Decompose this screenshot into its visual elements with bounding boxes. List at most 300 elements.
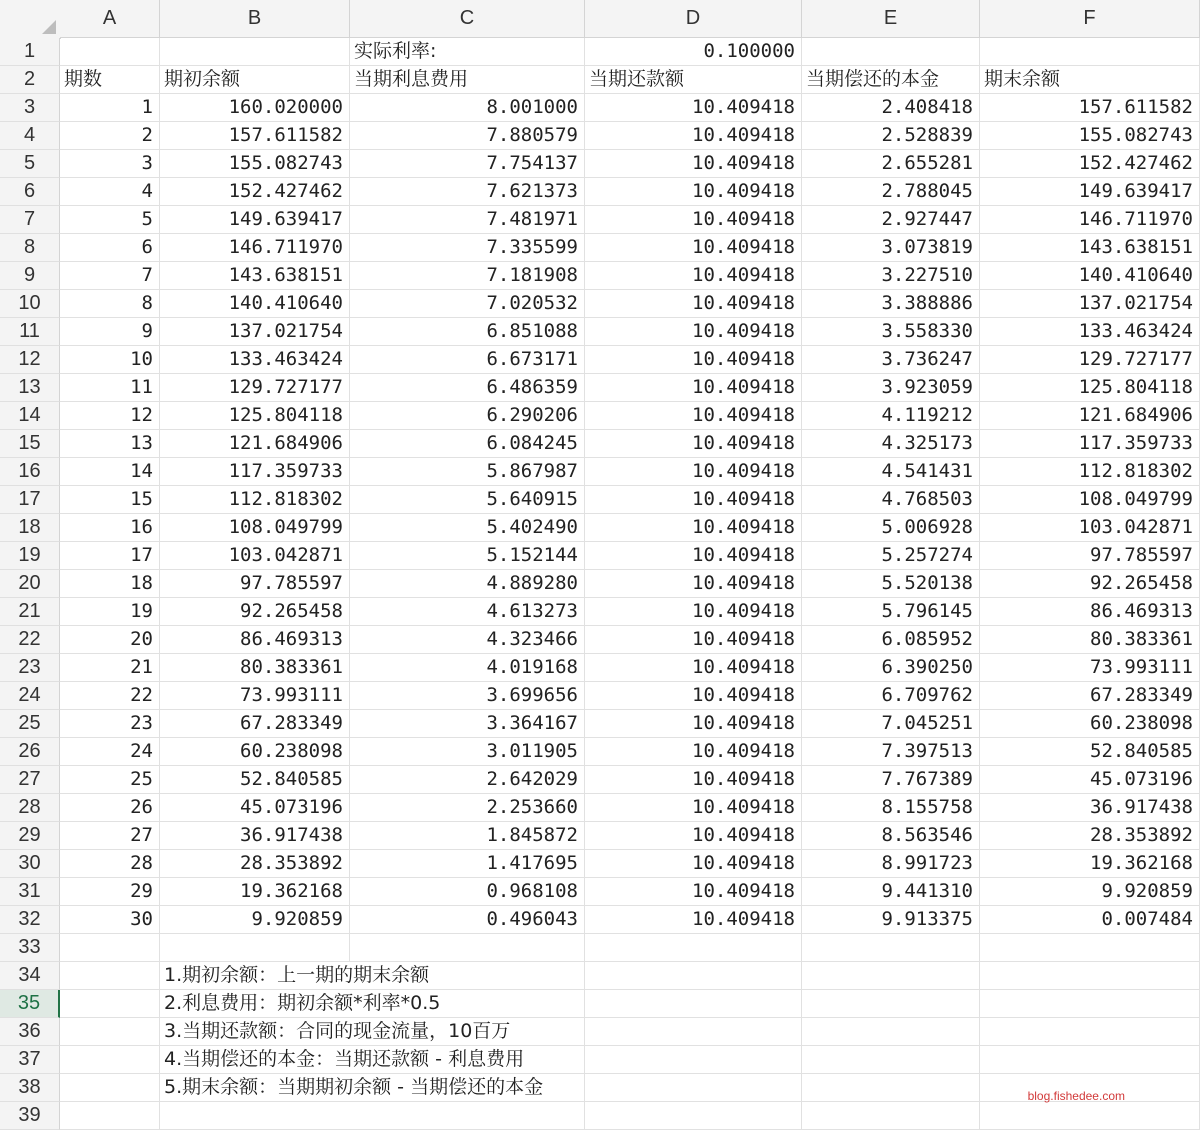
cell-e36[interactable] — [802, 1018, 980, 1046]
cell-c18[interactable]: 5.402490 — [350, 514, 585, 542]
cell-a17[interactable]: 15 — [60, 486, 160, 514]
row-header-35[interactable]: 35 — [0, 990, 60, 1018]
row-header-39[interactable]: 39 — [0, 1102, 60, 1130]
cell-a32[interactable]: 30 — [60, 906, 160, 934]
cell-a31[interactable]: 29 — [60, 878, 160, 906]
cell-d3[interactable]: 10.409418 — [585, 94, 802, 122]
row-header-37[interactable]: 37 — [0, 1046, 60, 1074]
cell-c39[interactable] — [350, 1102, 585, 1130]
cell-a29[interactable]: 27 — [60, 822, 160, 850]
table-row — [60, 290, 1200, 318]
cell-f37[interactable] — [980, 1046, 1200, 1074]
cell-e8[interactable]: 3.073819 — [802, 234, 980, 262]
cell-a23[interactable]: 21 — [60, 654, 160, 682]
cell-f12[interactable]: 129.727177 — [980, 346, 1200, 374]
cell-a34[interactable] — [60, 962, 160, 990]
cell-a11[interactable]: 9 — [60, 318, 160, 346]
cell-b33[interactable] — [160, 934, 350, 962]
cell-e6[interactable]: 2.788045 — [802, 178, 980, 206]
cell-c8[interactable]: 7.335599 — [350, 234, 585, 262]
cell-f39[interactable] — [980, 1102, 1200, 1130]
cell-a18[interactable]: 16 — [60, 514, 160, 542]
row-header-9[interactable]: 9 — [0, 262, 60, 290]
row-header-36[interactable]: 36 — [0, 1018, 60, 1046]
cell-d37[interactable] — [585, 1046, 802, 1074]
row-header-28[interactable]: 28 — [0, 794, 60, 822]
cell-b16[interactable]: 117.359733 — [160, 458, 350, 486]
row-header-15[interactable]: 15 — [0, 430, 60, 458]
cell-b29[interactable]: 36.917438 — [160, 822, 350, 850]
cell-f6[interactable]: 149.639417 — [980, 178, 1200, 206]
cell-e32[interactable]: 9.913375 — [802, 906, 980, 934]
cell-c13[interactable]: 6.486359 — [350, 374, 585, 402]
cell-d34[interactable] — [585, 962, 802, 990]
cell-b13[interactable]: 129.727177 — [160, 374, 350, 402]
table-row — [60, 850, 1200, 878]
row-header-25[interactable]: 25 — [0, 710, 60, 738]
row-header-14[interactable]: 14 — [0, 402, 60, 430]
cell-d39[interactable] — [585, 1102, 802, 1130]
cell-a30[interactable]: 28 — [60, 850, 160, 878]
cell-e31[interactable]: 9.441310 — [802, 878, 980, 906]
cell-f24[interactable]: 67.283349 — [980, 682, 1200, 710]
cell-d21[interactable]: 10.409418 — [585, 598, 802, 626]
row-header-21[interactable]: 21 — [0, 598, 60, 626]
cell-e25[interactable]: 7.045251 — [802, 710, 980, 738]
table-row — [60, 906, 1200, 934]
cell-b31[interactable]: 19.362168 — [160, 878, 350, 906]
cell-c12[interactable]: 6.673171 — [350, 346, 585, 374]
cell-e14[interactable]: 4.119212 — [802, 402, 980, 430]
cell-c14[interactable]: 6.290206 — [350, 402, 585, 430]
cell-a9[interactable]: 7 — [60, 262, 160, 290]
cell-b9[interactable]: 143.638151 — [160, 262, 350, 290]
cell-b10[interactable]: 140.410640 — [160, 290, 350, 318]
cell-e37[interactable] — [802, 1046, 980, 1074]
cell-d19[interactable]: 10.409418 — [585, 542, 802, 570]
cell-c10[interactable]: 7.020532 — [350, 290, 585, 318]
row-header-8[interactable]: 8 — [0, 234, 60, 262]
row-header-16[interactable]: 16 — [0, 458, 60, 486]
cell-c30[interactable]: 1.417695 — [350, 850, 585, 878]
row-header-34[interactable]: 34 — [0, 962, 60, 990]
cell-e16[interactable]: 4.541431 — [802, 458, 980, 486]
cell-a20[interactable]: 18 — [60, 570, 160, 598]
row-header-26[interactable]: 26 — [0, 738, 60, 766]
table-row — [60, 1018, 1200, 1046]
column-header-b[interactable]: B — [160, 0, 350, 38]
cell-b20[interactable]: 97.785597 — [160, 570, 350, 598]
cell-b3[interactable]: 160.020000 — [160, 94, 350, 122]
cell-d11[interactable]: 10.409418 — [585, 318, 802, 346]
cell-a14[interactable]: 12 — [60, 402, 160, 430]
table-row — [60, 682, 1200, 710]
cell-c24[interactable]: 3.699656 — [350, 682, 585, 710]
row-header-4[interactable]: 4 — [0, 122, 60, 150]
cell-d27[interactable]: 10.409418 — [585, 766, 802, 794]
cell-f13[interactable]: 125.804118 — [980, 374, 1200, 402]
cell-d36[interactable] — [585, 1018, 802, 1046]
cell-b38[interactable]: 5.期末余额：当期期初余额 - 当期偿还的本金 — [160, 1074, 350, 1102]
cell-c23[interactable]: 4.019168 — [350, 654, 585, 682]
cell-b17[interactable]: 112.818302 — [160, 486, 350, 514]
cell-a24[interactable]: 22 — [60, 682, 160, 710]
cell-e18[interactable]: 5.006928 — [802, 514, 980, 542]
cell-d14[interactable]: 10.409418 — [585, 402, 802, 430]
cell-a27[interactable]: 25 — [60, 766, 160, 794]
row-header-33[interactable]: 33 — [0, 934, 60, 962]
cell-f14[interactable]: 121.684906 — [980, 402, 1200, 430]
cell-b12[interactable]: 133.463424 — [160, 346, 350, 374]
table-row — [60, 990, 1200, 1018]
cell-d6[interactable]: 10.409418 — [585, 178, 802, 206]
cell-b35[interactable]: 2.利息费用：期初余额*利率*0.5 — [160, 990, 350, 1018]
cell-f9[interactable]: 140.410640 — [980, 262, 1200, 290]
row-header-19[interactable]: 19 — [0, 542, 60, 570]
cell-c15[interactable]: 6.084245 — [350, 430, 585, 458]
cell-d2[interactable]: 当期还款额 — [585, 66, 802, 94]
cell-f2[interactable]: 期末余额 — [980, 66, 1200, 94]
cell-c22[interactable]: 4.323466 — [350, 626, 585, 654]
row-header-27[interactable]: 27 — [0, 766, 60, 794]
cell-d24[interactable]: 10.409418 — [585, 682, 802, 710]
cell-f33[interactable] — [980, 934, 1200, 962]
cell-b28[interactable]: 45.073196 — [160, 794, 350, 822]
cell-c25[interactable]: 3.364167 — [350, 710, 585, 738]
cell-f32[interactable]: 0.007484 — [980, 906, 1200, 934]
cell-c34[interactable] — [350, 962, 585, 990]
cell-f20[interactable]: 92.265458 — [980, 570, 1200, 598]
cell-d22[interactable]: 10.409418 — [585, 626, 802, 654]
row-header-24[interactable]: 24 — [0, 682, 60, 710]
cell-d20[interactable]: 10.409418 — [585, 570, 802, 598]
table-row — [60, 822, 1200, 850]
cell-b7[interactable]: 149.639417 — [160, 206, 350, 234]
cell-c36[interactable] — [350, 1018, 585, 1046]
cell-c29[interactable]: 1.845872 — [350, 822, 585, 850]
cell-d16[interactable]: 10.409418 — [585, 458, 802, 486]
cell-b30[interactable]: 28.353892 — [160, 850, 350, 878]
cell-a1[interactable] — [60, 38, 160, 66]
cell-f3[interactable]: 157.611582 — [980, 94, 1200, 122]
cell-b15[interactable]: 121.684906 — [160, 430, 350, 458]
table-row — [60, 234, 1200, 262]
cell-a36[interactable] — [60, 1018, 160, 1046]
row-header-6[interactable]: 6 — [0, 178, 60, 206]
cell-d28[interactable]: 10.409418 — [585, 794, 802, 822]
cell-e13[interactable]: 3.923059 — [802, 374, 980, 402]
cell-e39[interactable] — [802, 1102, 980, 1130]
cell-b14[interactable]: 125.804118 — [160, 402, 350, 430]
cell-c2[interactable]: 当期利息费用 — [350, 66, 585, 94]
column-header-d[interactable]: D — [585, 0, 802, 38]
cell-c21[interactable]: 4.613273 — [350, 598, 585, 626]
cell-c9[interactable]: 7.181908 — [350, 262, 585, 290]
cell-d25[interactable]: 10.409418 — [585, 710, 802, 738]
cell-b22[interactable]: 86.469313 — [160, 626, 350, 654]
row-header-20[interactable]: 20 — [0, 570, 60, 598]
cell-f29[interactable]: 28.353892 — [980, 822, 1200, 850]
cell-d38[interactable] — [585, 1074, 802, 1102]
row-header-11[interactable]: 11 — [0, 318, 60, 346]
cell-f27[interactable]: 45.073196 — [980, 766, 1200, 794]
cell-f30[interactable]: 19.362168 — [980, 850, 1200, 878]
cell-e26[interactable]: 7.397513 — [802, 738, 980, 766]
cell-d18[interactable]: 10.409418 — [585, 514, 802, 542]
column-header-c[interactable]: C — [350, 0, 585, 38]
cell-d4[interactable]: 10.409418 — [585, 122, 802, 150]
cell-a5[interactable]: 3 — [60, 150, 160, 178]
cell-c3[interactable]: 8.001000 — [350, 94, 585, 122]
cell-e5[interactable]: 2.655281 — [802, 150, 980, 178]
cell-c31[interactable]: 0.968108 — [350, 878, 585, 906]
cell-e29[interactable]: 8.563546 — [802, 822, 980, 850]
cell-a25[interactable]: 23 — [60, 710, 160, 738]
cell-b26[interactable]: 60.238098 — [160, 738, 350, 766]
row-header-3[interactable]: 3 — [0, 94, 60, 122]
cell-f4[interactable]: 155.082743 — [980, 122, 1200, 150]
cell-f11[interactable]: 133.463424 — [980, 318, 1200, 346]
cell-e33[interactable] — [802, 934, 980, 962]
cell-c17[interactable]: 5.640915 — [350, 486, 585, 514]
cell-a22[interactable]: 20 — [60, 626, 160, 654]
cell-e19[interactable]: 5.257274 — [802, 542, 980, 570]
cell-f21[interactable]: 86.469313 — [980, 598, 1200, 626]
cell-c5[interactable]: 7.754137 — [350, 150, 585, 178]
cell-f1[interactable] — [980, 38, 1200, 66]
cell-c11[interactable]: 6.851088 — [350, 318, 585, 346]
cell-c26[interactable]: 3.011905 — [350, 738, 585, 766]
row-header-38[interactable]: 38 — [0, 1074, 60, 1102]
cell-b19[interactable]: 103.042871 — [160, 542, 350, 570]
cell-b37[interactable]: 4.当期偿还的本金：当期还款额 - 利息费用 — [160, 1046, 350, 1074]
cell-f19[interactable]: 97.785597 — [980, 542, 1200, 570]
cell-b39[interactable] — [160, 1102, 350, 1130]
cell-e38[interactable] — [802, 1074, 980, 1102]
row-header-23[interactable]: 23 — [0, 654, 60, 682]
cell-f7[interactable]: 146.711970 — [980, 206, 1200, 234]
cell-e30[interactable]: 8.991723 — [802, 850, 980, 878]
row-header-22[interactable]: 22 — [0, 626, 60, 654]
cell-c7[interactable]: 7.481971 — [350, 206, 585, 234]
cell-f25[interactable]: 60.238098 — [980, 710, 1200, 738]
row-header-29[interactable]: 29 — [0, 822, 60, 850]
row-header-17[interactable]: 17 — [0, 486, 60, 514]
cell-c1[interactable]: 实际利率: — [350, 38, 585, 66]
cell-b5[interactable]: 155.082743 — [160, 150, 350, 178]
cell-f35[interactable] — [980, 990, 1200, 1018]
cell-a12[interactable]: 10 — [60, 346, 160, 374]
table-row — [60, 346, 1200, 374]
cell-f10[interactable]: 137.021754 — [980, 290, 1200, 318]
select-all-corner[interactable] — [0, 0, 61, 39]
cell-e34[interactable] — [802, 962, 980, 990]
cell-f5[interactable]: 152.427462 — [980, 150, 1200, 178]
cell-b27[interactable]: 52.840585 — [160, 766, 350, 794]
table-row — [60, 318, 1200, 346]
cell-a3[interactable]: 1 — [60, 94, 160, 122]
cell-d30[interactable]: 10.409418 — [585, 850, 802, 878]
cell-c27[interactable]: 2.642029 — [350, 766, 585, 794]
cell-f28[interactable]: 36.917438 — [980, 794, 1200, 822]
cell-e24[interactable]: 6.709762 — [802, 682, 980, 710]
cell-a6[interactable]: 4 — [60, 178, 160, 206]
cell-d10[interactable]: 10.409418 — [585, 290, 802, 318]
cell-e12[interactable]: 3.736247 — [802, 346, 980, 374]
cell-d7[interactable]: 10.409418 — [585, 206, 802, 234]
cell-c6[interactable]: 7.621373 — [350, 178, 585, 206]
row-header-31[interactable]: 31 — [0, 878, 60, 906]
cell-f18[interactable]: 103.042871 — [980, 514, 1200, 542]
cell-a37[interactable] — [60, 1046, 160, 1074]
row-header-5[interactable]: 5 — [0, 150, 60, 178]
row-header-12[interactable]: 12 — [0, 346, 60, 374]
cell-d1[interactable]: 0.100000 — [585, 38, 802, 66]
table-row — [60, 486, 1200, 514]
cell-d32[interactable]: 10.409418 — [585, 906, 802, 934]
cell-a2[interactable]: 期数 — [60, 66, 160, 94]
row-header-1[interactable]: 1 — [0, 38, 60, 66]
cell-e2[interactable]: 当期偿还的本金 — [802, 66, 980, 94]
cell-e35[interactable] — [802, 990, 980, 1018]
cell-c37[interactable] — [350, 1046, 585, 1074]
cell-c20[interactable]: 4.889280 — [350, 570, 585, 598]
cell-c32[interactable]: 0.496043 — [350, 906, 585, 934]
table-row — [60, 1102, 1200, 1130]
cell-a26[interactable]: 24 — [60, 738, 160, 766]
cell-d9[interactable]: 10.409418 — [585, 262, 802, 290]
cell-d8[interactable]: 10.409418 — [585, 234, 802, 262]
row-header-2[interactable]: 2 — [0, 66, 60, 94]
cell-a16[interactable]: 14 — [60, 458, 160, 486]
cell-a4[interactable]: 2 — [60, 122, 160, 150]
cell-b11[interactable]: 137.021754 — [160, 318, 350, 346]
cell-e1[interactable] — [802, 38, 980, 66]
cell-f17[interactable]: 108.049799 — [980, 486, 1200, 514]
table-row — [60, 122, 1200, 150]
cell-f16[interactable]: 112.818302 — [980, 458, 1200, 486]
cell-d31[interactable]: 10.409418 — [585, 878, 802, 906]
cell-c38[interactable] — [350, 1074, 585, 1102]
select-all-icon — [42, 20, 56, 34]
column-header-e[interactable]: E — [802, 0, 980, 38]
cell-e23[interactable]: 6.390250 — [802, 654, 980, 682]
table-row — [60, 710, 1200, 738]
cell-e7[interactable]: 2.927447 — [802, 206, 980, 234]
table-row — [60, 94, 1200, 122]
cell-a33[interactable] — [60, 934, 160, 962]
cell-e21[interactable]: 5.796145 — [802, 598, 980, 626]
cell-c4[interactable]: 7.880579 — [350, 122, 585, 150]
cell-b4[interactable]: 157.611582 — [160, 122, 350, 150]
cell-d35[interactable] — [585, 990, 802, 1018]
cell-e27[interactable]: 7.767389 — [802, 766, 980, 794]
cell-e28[interactable]: 8.155758 — [802, 794, 980, 822]
cell-a38[interactable] — [60, 1074, 160, 1102]
row-header-13[interactable]: 13 — [0, 374, 60, 402]
cell-a8[interactable]: 6 — [60, 234, 160, 262]
cell-e15[interactable]: 4.325173 — [802, 430, 980, 458]
cell-b8[interactable]: 146.711970 — [160, 234, 350, 262]
cell-a7[interactable]: 5 — [60, 206, 160, 234]
cell-f15[interactable]: 117.359733 — [980, 430, 1200, 458]
cell-c28[interactable]: 2.253660 — [350, 794, 585, 822]
cell-d12[interactable]: 10.409418 — [585, 346, 802, 374]
cell-b6[interactable]: 152.427462 — [160, 178, 350, 206]
cell-b18[interactable]: 108.049799 — [160, 514, 350, 542]
cell-f8[interactable]: 143.638151 — [980, 234, 1200, 262]
cell-a15[interactable]: 13 — [60, 430, 160, 458]
cell-e20[interactable]: 5.520138 — [802, 570, 980, 598]
cell-a35[interactable] — [60, 990, 160, 1018]
cell-c33[interactable] — [350, 934, 585, 962]
cell-f31[interactable]: 9.920859 — [980, 878, 1200, 906]
cell-c35[interactable] — [350, 990, 585, 1018]
cell-d26[interactable]: 10.409418 — [585, 738, 802, 766]
cell-b21[interactable]: 92.265458 — [160, 598, 350, 626]
column-header-f[interactable]: F — [980, 0, 1200, 38]
cell-b25[interactable]: 67.283349 — [160, 710, 350, 738]
cell-f36[interactable] — [980, 1018, 1200, 1046]
cell-d17[interactable]: 10.409418 — [585, 486, 802, 514]
cell-e17[interactable]: 4.768503 — [802, 486, 980, 514]
cell-f23[interactable]: 73.993111 — [980, 654, 1200, 682]
cell-d15[interactable]: 10.409418 — [585, 430, 802, 458]
cell-c19[interactable]: 5.152144 — [350, 542, 585, 570]
table-row — [60, 878, 1200, 906]
cell-a19[interactable]: 17 — [60, 542, 160, 570]
cell-b24[interactable]: 73.993111 — [160, 682, 350, 710]
cell-d29[interactable]: 10.409418 — [585, 822, 802, 850]
watermark: blog.fishedee.com — [1027, 1089, 1125, 1103]
cell-e22[interactable]: 6.085952 — [802, 626, 980, 654]
row-header-7[interactable]: 7 — [0, 206, 60, 234]
cell-e9[interactable]: 3.227510 — [802, 262, 980, 290]
cell-d23[interactable]: 10.409418 — [585, 654, 802, 682]
cell-f22[interactable]: 80.383361 — [980, 626, 1200, 654]
cell-b34[interactable]: 1.期初余额：上一期的期末余额 — [160, 962, 350, 990]
cell-a13[interactable]: 11 — [60, 374, 160, 402]
cell-a39[interactable] — [60, 1102, 160, 1130]
cell-a28[interactable]: 26 — [60, 794, 160, 822]
cell-e3[interactable]: 2.408418 — [802, 94, 980, 122]
cell-f34[interactable] — [980, 962, 1200, 990]
table-row — [60, 934, 1200, 962]
cell-e11[interactable]: 3.558330 — [802, 318, 980, 346]
cell-e4[interactable]: 2.528839 — [802, 122, 980, 150]
cell-c16[interactable]: 5.867987 — [350, 458, 585, 486]
cell-a21[interactable]: 19 — [60, 598, 160, 626]
cell-d33[interactable] — [585, 934, 802, 962]
table-row — [60, 766, 1200, 794]
cell-b1[interactable] — [160, 38, 350, 66]
cell-b32[interactable]: 9.920859 — [160, 906, 350, 934]
column-header-a[interactable]: A — [60, 0, 160, 38]
row-header-30[interactable]: 30 — [0, 850, 60, 878]
cell-f26[interactable]: 52.840585 — [980, 738, 1200, 766]
cell-b36[interactable]: 3.当期还款额：合同的现金流量，10百万 — [160, 1018, 350, 1046]
cell-a10[interactable]: 8 — [60, 290, 160, 318]
cell-d13[interactable]: 10.409418 — [585, 374, 802, 402]
row-header-10[interactable]: 10 — [0, 290, 60, 318]
cell-d5[interactable]: 10.409418 — [585, 150, 802, 178]
row-header-18[interactable]: 18 — [0, 514, 60, 542]
cell-b23[interactable]: 80.383361 — [160, 654, 350, 682]
cell-e10[interactable]: 3.388886 — [802, 290, 980, 318]
row-header-32[interactable]: 32 — [0, 906, 60, 934]
table-row — [60, 430, 1200, 458]
cell-b2[interactable]: 期初余额 — [160, 66, 350, 94]
